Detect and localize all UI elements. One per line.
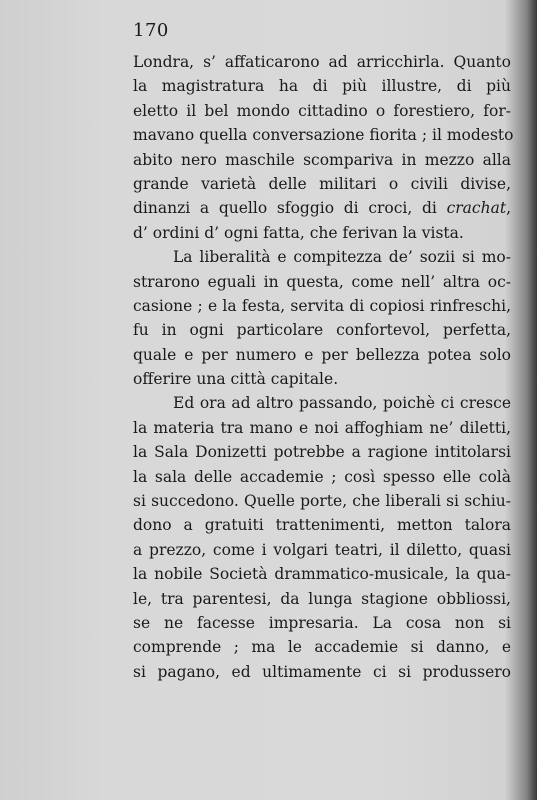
text-line: la Sala Donizetti potrebbe a ragione intitolarsi [133, 443, 511, 462]
page-number: 170 [133, 20, 169, 41]
text-line: grande varietà delle militari o civili divise, [133, 174, 511, 193]
text-line: si succedono. Quelle porte, che liberali si schiu- [133, 492, 511, 511]
text-line: La liberalità e compitezza de’ sozii si mo- [173, 248, 511, 267]
text-line: offerire una città capitale. [133, 370, 339, 389]
text-line: d’ ordini d’ ogni fatta, che ferivan la vista. [133, 223, 464, 242]
text-line: Ed ora ad altro passando, poichè ci cresce [173, 394, 511, 413]
text-line: le, tra parentesi, da lunga stagione obbliossi, [133, 589, 511, 608]
page-edge-shadow [527, 0, 537, 800]
text-line: strarono eguali in questa, come nell’ altra oc- [133, 272, 511, 291]
text-line: a prezzo, come i volgari teatri, il diletto, quasi [133, 540, 511, 559]
italic-word: crachat [446, 199, 507, 218]
text-line: abito nero maschile scompariva in mezzo alla [133, 150, 511, 169]
text-line: se ne facesse impresaria. La cosa non si [133, 613, 511, 632]
text-line: la materia tra mano e noi affoghiam ne’ diletti, [133, 418, 511, 437]
text-line: si pagano, ed ultimamente ci si produssero [133, 662, 511, 681]
text-line: casione ; e la festa, servita di copiosi rinfreschi, [133, 296, 511, 315]
text-line: Londra, s’ affaticarono ad arricchirla. Quanto [133, 53, 511, 71]
text-line: la nobile Società drammatico-musicale, la qua- [133, 565, 511, 584]
text-line: la sala delle accademie ; così spesso elle colà [133, 467, 511, 486]
body-text [133, 50, 514, 684]
text-line: dinanzi a quello sfoggio di croci, di crachat, [133, 199, 511, 218]
text-line: fu in ogni particolare confortevol, perfetta, [133, 321, 511, 340]
text-line: quale e per numero e per bellezza potea solo [133, 345, 511, 364]
text-line: dono a gratuiti trattenimenti, metton talora [133, 516, 511, 535]
text-line: eletto il bel mondo cittadino o forestiero, for- [133, 101, 511, 120]
text-line: mavano quella conversazione fiorita ; il modesto [133, 126, 514, 145]
text-line: comprende ; ma le accademie si danno, e [133, 638, 511, 657]
text-line: la magistratura ha di più illustre, di più [133, 77, 511, 96]
